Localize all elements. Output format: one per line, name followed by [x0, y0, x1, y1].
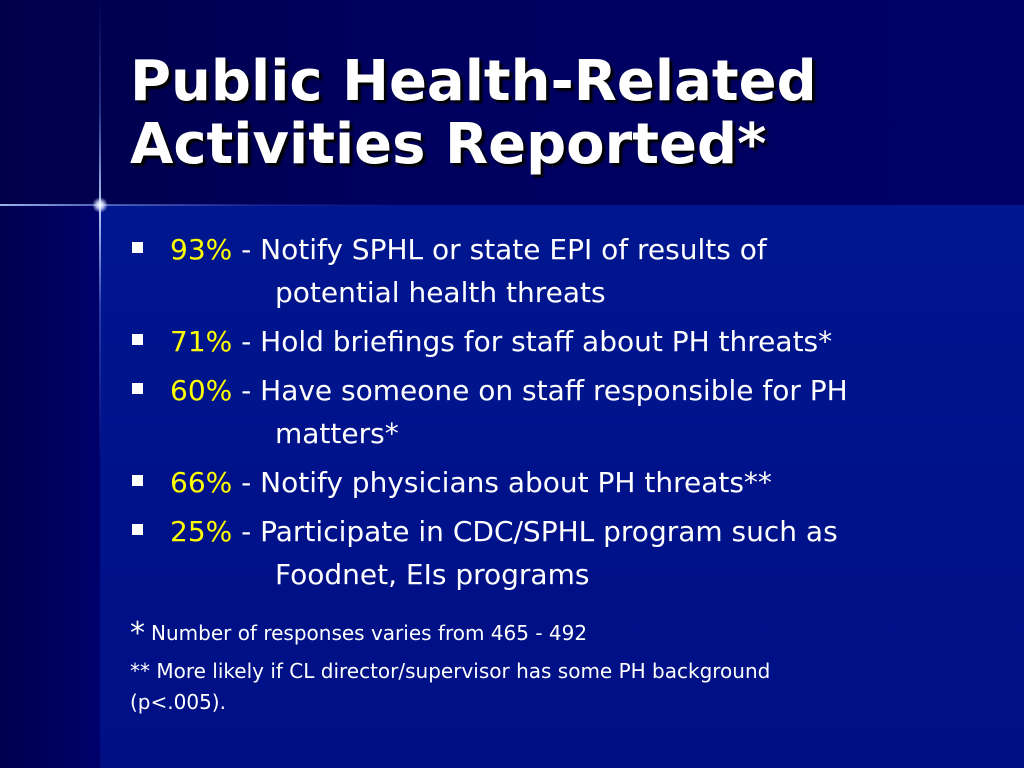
- bullet-percent: 60%: [170, 374, 233, 407]
- footnote-asterisk: *: [130, 616, 145, 651]
- sparkle-accent-icon: [92, 197, 108, 213]
- bullet-item: [130, 369, 990, 455]
- slide-title: [130, 50, 990, 176]
- bullet-item: [130, 320, 990, 363]
- bullet-item: [130, 228, 990, 314]
- bullet-continuation: Foodnet, EIs programs: [275, 558, 590, 591]
- bullet-percent: 71%: [170, 325, 233, 358]
- vertical-accent-line: [99, 0, 101, 768]
- bullet-item: [130, 461, 990, 504]
- bullet-description: - Notify physicians about PH threats**: [232, 466, 772, 499]
- bullet-percent: 66%: [170, 466, 233, 499]
- bullet-item: [130, 510, 990, 596]
- bullet-percent: 93%: [170, 233, 233, 266]
- square-bullet-icon: [132, 383, 143, 394]
- bullet-continuation: matters*: [275, 417, 399, 450]
- footnote-background-line-2: (p<.005).: [130, 690, 226, 714]
- bullet-text: [130, 369, 990, 455]
- footnote-background: [130, 656, 990, 718]
- footnote-responses: [130, 618, 990, 649]
- left-band-background: [0, 205, 100, 768]
- square-bullet-icon: [132, 475, 143, 486]
- bullet-continuation: potential health threats: [275, 276, 606, 309]
- bullet-list: [130, 228, 990, 602]
- horizontal-accent-line: [0, 204, 1024, 206]
- bullet-text: [130, 320, 990, 363]
- square-bullet-icon: [132, 334, 143, 345]
- square-bullet-icon: [132, 242, 143, 253]
- footnote-responses-text: Number of responses varies from 465 - 492: [151, 621, 588, 645]
- square-bullet-icon: [132, 524, 143, 535]
- bullet-text: [130, 461, 990, 504]
- bullet-text: [130, 228, 990, 314]
- bullet-description: - Notify SPHL or state EPI of results of: [232, 233, 767, 266]
- slide-title-line-1: Public Health-Related: [130, 49, 817, 114]
- bullet-description: - Participate in CDC/SPHL program such as: [232, 515, 838, 548]
- bullet-description: - Hold briefings for staff about PH threats*: [232, 325, 833, 358]
- bullet-percent: 25%: [170, 515, 233, 548]
- bullet-text: [130, 510, 990, 596]
- footnote-background-line-1: ** More likely if CL director/supervisor has some PH background: [130, 659, 771, 683]
- bullet-description: - Have someone on staff responsible for PH: [232, 374, 848, 407]
- slide-title-line-2: Activities Reported*: [130, 112, 767, 177]
